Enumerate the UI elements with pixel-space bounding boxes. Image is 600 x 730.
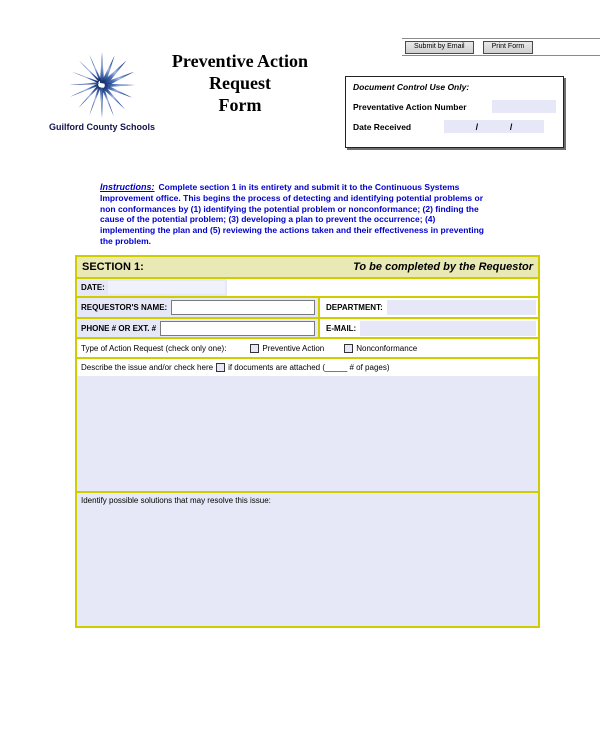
- document-control-box: [345, 76, 564, 148]
- control-box-title: Document Control Use Only:: [353, 82, 470, 92]
- describe-issue-textarea[interactable]: [77, 376, 538, 493]
- preventative-action-number-input[interactable]: [492, 100, 556, 113]
- phone-cell: [77, 319, 320, 337]
- date-received-label: Date Received: [353, 121, 412, 132]
- nonconformance-checkbox[interactable]: [344, 344, 353, 353]
- logo-caption: Guilford County Schools: [49, 122, 155, 132]
- date-slash-1: /: [475, 121, 479, 132]
- section1-header-right: To be completed by the Requestor: [353, 261, 533, 273]
- describe-issue-label-suffix: if documents are attached (_____ # of pages): [228, 363, 390, 372]
- instructions: [100, 182, 492, 247]
- requestor-cell: [77, 298, 320, 317]
- email-label: E-MAIL:: [326, 323, 357, 333]
- documents-attached-checkbox[interactable]: [216, 363, 225, 372]
- nonconformance-option-label: Nonconformance: [356, 343, 418, 353]
- phone-label: PHONE # OR EXT. #: [81, 323, 157, 333]
- print-form-button[interactable]: Print Form: [483, 41, 534, 54]
- form-title-line-1: Preventive Action: [171, 51, 309, 71]
- preventive-action-option-label: Preventive Action: [262, 343, 325, 353]
- section1-table: [75, 255, 540, 628]
- pan-row: [353, 100, 556, 113]
- date-received-row: [353, 120, 556, 133]
- email-input[interactable]: [360, 321, 536, 336]
- submit-by-email-button[interactable]: Submit by Email: [405, 41, 474, 54]
- date-label: DATE:: [81, 283, 105, 292]
- email-cell: [320, 319, 538, 337]
- department-input[interactable]: [387, 300, 536, 315]
- pdf-toolbar: [402, 38, 600, 56]
- preventive-action-checkbox[interactable]: [250, 344, 259, 353]
- solutions-label: Identify possible solutions that may resolve this issue:: [81, 496, 271, 505]
- department-label: DEPARTMENT:: [326, 303, 383, 312]
- pan-label: Preventative Action Number: [353, 101, 467, 112]
- solutions-textarea[interactable]: [77, 491, 538, 626]
- requestor-row: [77, 296, 538, 317]
- date-input[interactable]: [108, 281, 225, 294]
- instructions-body: Complete section 1 in its entirety and submit it to the Continuous Systems Improvement office. This begins the process of detecting and identifying potential problems or non conformances by (1) identifying the potential problem or nonconformance; (2) finding the cause of the potential problem; (3) developing a plan to prevent the occurrence; (4) implementing the plan and (5) reviewing the actions taken and their effectiveness in preventing the problem.: [100, 182, 484, 246]
- form-title-line-2: Request: [209, 73, 271, 93]
- section1-header: [77, 257, 538, 277]
- department-cell: [320, 298, 538, 317]
- describe-issue-row: [77, 357, 538, 491]
- section1-header-left: SECTION 1:: [82, 261, 144, 273]
- requestor-name-label: REQUESTOR'S NAME:: [81, 303, 168, 312]
- date-received-input[interactable]: [444, 120, 544, 133]
- date-row: [77, 277, 538, 296]
- phone-row: [77, 317, 538, 337]
- form-title: [128, 50, 352, 116]
- phone-input[interactable]: [160, 321, 315, 336]
- action-type-label: Type of Action Request (check only one):: [81, 343, 227, 353]
- requestor-name-input[interactable]: [171, 300, 315, 315]
- form-title-line-3: Form: [218, 95, 262, 115]
- action-type-row: [77, 337, 538, 357]
- describe-issue-label-line: [77, 359, 538, 376]
- describe-issue-label-prefix: Describe the issue and/or check here: [81, 363, 214, 372]
- instructions-label: Instructions:: [100, 182, 155, 192]
- date-field-area: [77, 279, 227, 296]
- date-slash-2: /: [509, 121, 513, 132]
